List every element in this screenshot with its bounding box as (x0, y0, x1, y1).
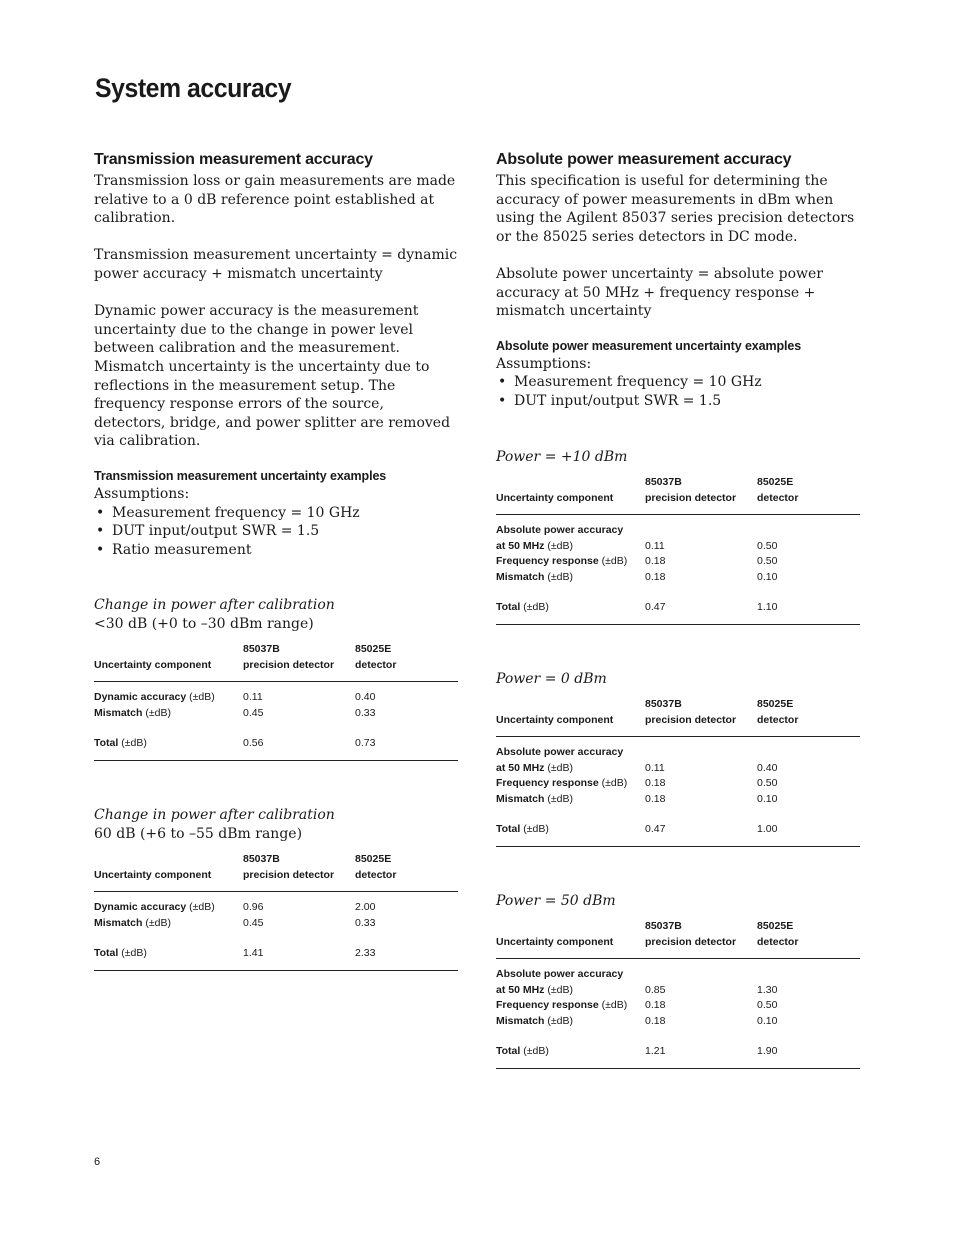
right-column (496, 148, 860, 1069)
header-cell: Uncertainty component (94, 851, 243, 892)
row-label-text: Total (496, 823, 521, 836)
table-range: 60 dB (+6 to –55 dBm range) (94, 825, 303, 842)
table-row (496, 570, 860, 586)
header-cell (645, 474, 757, 515)
header-desc: detector (757, 714, 799, 727)
table-range: <30 dB (+0 to –30 dBm range) (94, 615, 314, 632)
value-cell: 0.50 (757, 777, 778, 790)
header-model: 85037B (645, 920, 682, 933)
row-label-text: at 50 MHz (496, 539, 545, 552)
group-label: Absolute power accuracy (496, 968, 624, 981)
table-row (94, 682, 458, 706)
header-cell: Uncertainty component (496, 918, 645, 959)
header-model: 85025E (355, 853, 392, 866)
value-cell: 0.18 (645, 1014, 666, 1027)
table-total-row (496, 807, 860, 846)
paragraph: Dynamic power accuracy is the measurement uncertainty due to the change in power level between calibration and the measurement. Mismatch uncertainty is the uncertainty due to reflections in the measurement setup. The frequency response errors of the source, detectors, bridge, and power splitter are removed via calibration. (94, 303, 451, 450)
value-cell: 0.11 (645, 539, 665, 552)
row-unit: (±dB) (520, 823, 549, 836)
row-unit: (±dB) (118, 947, 147, 960)
assumptions-label: Assumptions: (496, 355, 592, 372)
value-cell: 0.40 (355, 691, 376, 704)
value-cell: 0.10 (757, 1014, 778, 1027)
row-unit: (±dB) (544, 1014, 573, 1027)
section-title-absolute-power: Absolute power measurement accuracy (496, 151, 792, 168)
list-item: • Ratio measurement (94, 541, 458, 560)
value-cell: 0.50 (757, 999, 778, 1012)
value-cell: 1.90 (757, 1045, 778, 1058)
assumptions-list (94, 504, 458, 560)
table-header-row (496, 696, 860, 737)
value-cell: 0.10 (757, 570, 778, 583)
value-cell: 0.11 (645, 761, 665, 774)
value-cell: 0.18 (645, 555, 666, 568)
header-cell: Uncertainty component (496, 696, 645, 737)
row-unit: (±dB) (598, 555, 628, 568)
value-cell: 0.33 (355, 706, 376, 719)
value-cell: 2.33 (355, 947, 376, 960)
row-unit: (±dB) (118, 737, 147, 750)
table-row (496, 761, 860, 777)
row-label-text: Total (94, 947, 119, 960)
value-cell: 0.47 (645, 823, 666, 836)
table-header-row (496, 474, 860, 515)
row-label (496, 554, 645, 570)
value-cell: 0.18 (645, 570, 666, 583)
header-desc: precision detector (645, 492, 737, 505)
row-label (496, 761, 645, 777)
list-item: • Measurement frequency = 10 GHz (496, 373, 860, 392)
header-cell: Uncertainty component (94, 641, 243, 682)
row-unit: (±dB) (142, 706, 171, 719)
table-condition: Power = 0 dBm (496, 670, 607, 687)
table-row (496, 983, 860, 999)
row-label (94, 916, 243, 932)
value-cell: 0.47 (645, 601, 666, 614)
row-unit: (±dB) (520, 601, 549, 614)
table-total-row (94, 721, 458, 760)
value-cell: 0.50 (757, 555, 778, 568)
row-unit: (±dB) (520, 1045, 549, 1058)
value-cell: 0.40 (757, 761, 778, 774)
row-label-text: Mismatch (94, 706, 143, 719)
row-label-text: Total (496, 601, 521, 614)
table-row (496, 1014, 860, 1030)
value-cell: 0.85 (645, 983, 666, 996)
table-block (94, 806, 458, 971)
group-label: Absolute power accuracy (496, 746, 624, 759)
row-label-text: at 50 MHz (496, 761, 545, 774)
row-label (496, 585, 645, 624)
table-group-row (496, 515, 860, 539)
examples-title: Transmission measurement uncertainty examples (94, 468, 387, 483)
row-label (94, 931, 243, 970)
table-total-row (496, 585, 860, 624)
value-cell: 1.41 (243, 947, 264, 960)
header-model: 85025E (355, 643, 392, 656)
row-unit: (±dB) (544, 792, 573, 805)
uncertainty-table (496, 918, 860, 1069)
header-cell (645, 918, 757, 959)
row-label (496, 807, 645, 846)
header-desc: detector (757, 936, 799, 949)
row-label-text: at 50 MHz (496, 983, 545, 996)
value-cell: 0.73 (355, 737, 376, 750)
row-label (94, 721, 243, 760)
header-desc: precision detector (645, 714, 737, 727)
paragraph: Absolute power uncertainty = absolute power accuracy at 50 MHz + frequency response + mismatch uncertainty (496, 265, 823, 320)
table-block (496, 892, 860, 1069)
header-model: 85025E (757, 476, 794, 489)
value-cell: 2.00 (355, 901, 376, 914)
value-cell: 0.50 (757, 539, 778, 552)
table-condition: Change in power after calibration (94, 597, 335, 614)
uncertainty-table (496, 696, 860, 847)
row-unit: (±dB) (544, 983, 573, 996)
row-label (496, 1029, 645, 1068)
row-unit: (±dB) (598, 777, 628, 790)
value-cell: 0.18 (645, 792, 666, 805)
section-title-transmission: Transmission measurement accuracy (94, 151, 373, 168)
row-label (496, 998, 645, 1014)
table-block (496, 670, 860, 847)
row-label-text: Frequency response (496, 555, 599, 568)
row-unit: (±dB) (186, 901, 215, 914)
value-cell: 0.45 (243, 916, 264, 929)
table-header-row (496, 918, 860, 959)
header-cell (355, 851, 458, 892)
row-label-text: Frequency response (496, 777, 599, 790)
row-label-text: Mismatch (496, 792, 545, 805)
table-row (94, 892, 458, 916)
row-label (496, 539, 645, 555)
table-row (496, 776, 860, 792)
row-label-text: Mismatch (496, 1014, 545, 1027)
header-cell (757, 474, 860, 515)
header-cell (243, 851, 355, 892)
list-item: • Measurement frequency = 10 GHz (94, 504, 458, 523)
group-label: Absolute power accuracy (496, 524, 624, 537)
assumptions-list (496, 373, 860, 410)
uncertainty-table (94, 641, 458, 761)
header-cell: Uncertainty component (496, 474, 645, 515)
table-row (496, 792, 860, 808)
table-block (496, 448, 860, 625)
header-model: 85025E (757, 698, 794, 711)
value-cell: 0.56 (243, 737, 264, 750)
header-desc: precision detector (243, 659, 335, 672)
table-condition: Change in power after calibration (94, 806, 335, 823)
table-row (496, 554, 860, 570)
value-cell: 0.10 (757, 792, 778, 805)
row-label (496, 570, 645, 586)
value-cell: 0.33 (355, 916, 376, 929)
header-model: 85037B (645, 698, 682, 711)
header-desc: precision detector (243, 869, 335, 882)
list-item: • DUT input/output SWR = 1.5 (94, 522, 458, 541)
table-row (496, 539, 860, 555)
table-row (94, 706, 458, 722)
table-header-row (94, 851, 458, 892)
examples-title: Absolute power measurement uncertainty examples (496, 338, 802, 353)
table-condition: Power = +10 dBm (496, 448, 628, 465)
value-cell: 1.21 (645, 1045, 666, 1058)
table-block (94, 596, 458, 761)
table-condition: Power = 50 dBm (496, 892, 616, 909)
value-cell: 0.45 (243, 706, 264, 719)
row-label (94, 706, 243, 722)
left-column (94, 148, 458, 971)
row-unit: (±dB) (544, 761, 573, 774)
row-unit: (±dB) (544, 570, 573, 583)
row-label (496, 1014, 645, 1030)
table-group-row (496, 959, 860, 983)
value-cell: 1.10 (757, 601, 778, 614)
header-desc: detector (355, 659, 397, 672)
row-label (94, 682, 243, 706)
uncertainty-table (496, 474, 860, 625)
paragraph: This specification is useful for determining the accuracy of power measurements in dBm when using the Agilent 85037 series precision detectors or the 85025 series detectors in DC mode. (496, 173, 855, 245)
header-model: 85025E (757, 920, 794, 933)
row-label-text: Dynamic accuracy (94, 691, 187, 704)
page-title: System accuracy (95, 73, 292, 103)
header-cell (757, 696, 860, 737)
header-cell (645, 696, 757, 737)
uncertainty-table (94, 851, 458, 971)
row-unit: (±dB) (598, 999, 628, 1012)
row-label-text: Dynamic accuracy (94, 901, 187, 914)
value-cell: 0.18 (645, 777, 666, 790)
header-model: 85037B (645, 476, 682, 489)
table-group-row (496, 737, 860, 761)
row-label-text: Total (94, 737, 119, 750)
table-header-row (94, 641, 458, 682)
assumptions-label: Assumptions: (94, 485, 190, 502)
value-cell: 0.11 (243, 691, 263, 704)
header-cell (243, 641, 355, 682)
row-label (94, 892, 243, 916)
value-cell: 0.96 (243, 901, 264, 914)
row-label (496, 983, 645, 999)
list-item: • DUT input/output SWR = 1.5 (496, 392, 860, 411)
row-label-text: Frequency response (496, 999, 599, 1012)
row-label-text: Mismatch (496, 570, 545, 583)
header-model: 85037B (243, 853, 280, 866)
row-unit: (±dB) (544, 539, 573, 552)
table-row (94, 916, 458, 932)
row-label (496, 792, 645, 808)
value-cell: 0.18 (645, 999, 666, 1012)
paragraph: Transmission measurement uncertainty = dynamic power accuracy + mismatch uncertainty (94, 247, 458, 282)
row-label-text: Total (496, 1045, 521, 1058)
row-label-text: Mismatch (94, 916, 143, 929)
value-cell: 1.00 (757, 823, 778, 836)
header-desc: detector (757, 492, 799, 505)
paragraph: Transmission loss or gain measurements are made relative to a 0 dB reference point established at calibration. (94, 173, 456, 227)
table-total-row (94, 931, 458, 970)
header-cell (355, 641, 458, 682)
row-unit: (±dB) (186, 691, 215, 704)
header-desc: precision detector (645, 936, 737, 949)
table-total-row (496, 1029, 860, 1068)
row-unit: (±dB) (142, 916, 171, 929)
header-model: 85037B (243, 643, 280, 656)
table-row (496, 998, 860, 1014)
value-cell: 1.30 (757, 983, 778, 996)
header-cell (757, 918, 860, 959)
page-number: 6 (94, 1156, 101, 1168)
header-desc: detector (355, 869, 397, 882)
row-label (496, 776, 645, 792)
